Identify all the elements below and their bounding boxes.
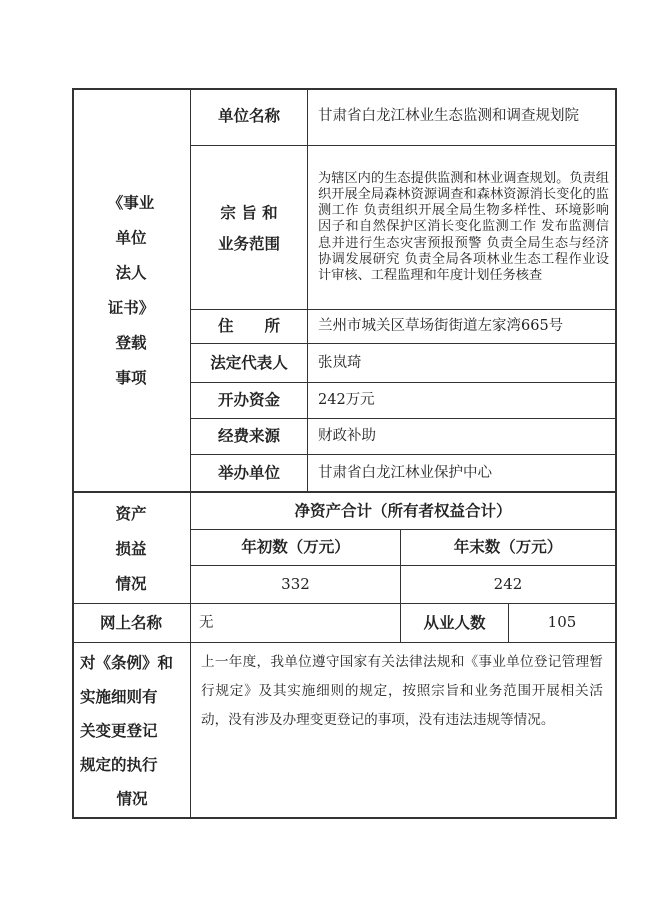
end-year-value: 242: [493, 574, 523, 593]
funds-label: 开办资金: [217, 390, 280, 410]
assets-label-line-2: 损益: [115, 538, 147, 558]
compliance-label-line-5: 情况: [116, 789, 148, 808]
compliance-label-line-2: 实施细则有: [80, 687, 158, 706]
divider-section-online: [72, 642, 617, 643]
scope-value: 为辖区内的生态提供监测和林业调查规划。负责组织开展全局森林资源调查和森林资源消长变化的监测工作 负责组织开展全局生物多样性、环境影响因子和自然保护区消长变化监测工作 发布监测信息并进行生态灾害预报预警 负责全局生态与经济协调发展研究 负责全局各项林业生态工程作业设计审核、工程监理和年度计划任务核查: [318, 170, 609, 283]
label-line-3: 法人: [115, 262, 147, 282]
label-line-1: 《事业: [107, 192, 155, 212]
assets-label-line-3: 情况: [115, 573, 147, 593]
compliance-label-line-1: 对《条例》和: [80, 653, 174, 672]
compliance-label: [74, 646, 188, 816]
funding-source-label: 经费来源: [217, 426, 280, 446]
registration-table: [72, 88, 617, 819]
staff-count-value: 105: [547, 613, 577, 632]
sponsor-label: 举办单位: [217, 462, 280, 482]
compliance-text: 上一年度，我单位遵守国家有关法律法规和《事业单位登记管理暂行规定》及其实施细则的规定，按照宗旨和业务范围开展相关活动，没有涉及办理变更登记的事项，没有违法违规等情况。: [201, 654, 603, 728]
assets-section-label: [72, 493, 190, 603]
compliance-label-line-3: 关变更登记: [80, 721, 158, 740]
funding-source-value: 财政补助: [318, 428, 376, 445]
legal-rep-value: 张岚琦: [318, 354, 362, 371]
unit-name-value: 甘肃省白龙江林业生态监测和调查规划院: [318, 108, 579, 125]
registration-section-label: [72, 88, 190, 491]
unit-name-label: 单位名称: [217, 106, 280, 126]
scope-label-line-2: 业务范围: [217, 233, 280, 253]
legal-rep-label: 法定代表人: [210, 352, 288, 372]
address-label: 住 所: [217, 316, 280, 336]
label-line-5: 登载: [115, 332, 147, 352]
end-year-header: 年末数（万元）: [453, 537, 563, 557]
begin-year-value: 332: [281, 574, 310, 593]
funds-value: 242万元: [318, 392, 375, 409]
assets-label-line-1: 资产: [115, 503, 147, 523]
online-name-value: 无: [199, 614, 214, 631]
label-line-6: 事项: [115, 367, 147, 387]
scope-label: [191, 146, 307, 309]
net-assets-header: 净资产合计（所有者权益合计）: [294, 500, 512, 520]
label-line-2: 单位: [115, 227, 147, 247]
begin-year-header: 年初数（万元）: [241, 537, 350, 557]
staff-count-label: 从业人数: [423, 612, 486, 632]
table-border-bottom: [72, 817, 617, 819]
address-value: 兰州市城关区草场街街道左家湾665号: [318, 318, 564, 335]
scope-label-line-1: 宗 旨 和: [220, 202, 278, 222]
compliance-label-line-4: 规定的执行: [80, 755, 158, 774]
sponsor-value: 甘肃省白龙江林业保护中心: [318, 464, 492, 481]
online-name-label: 网上名称: [99, 612, 162, 632]
label-line-4: 证书》: [107, 297, 155, 317]
